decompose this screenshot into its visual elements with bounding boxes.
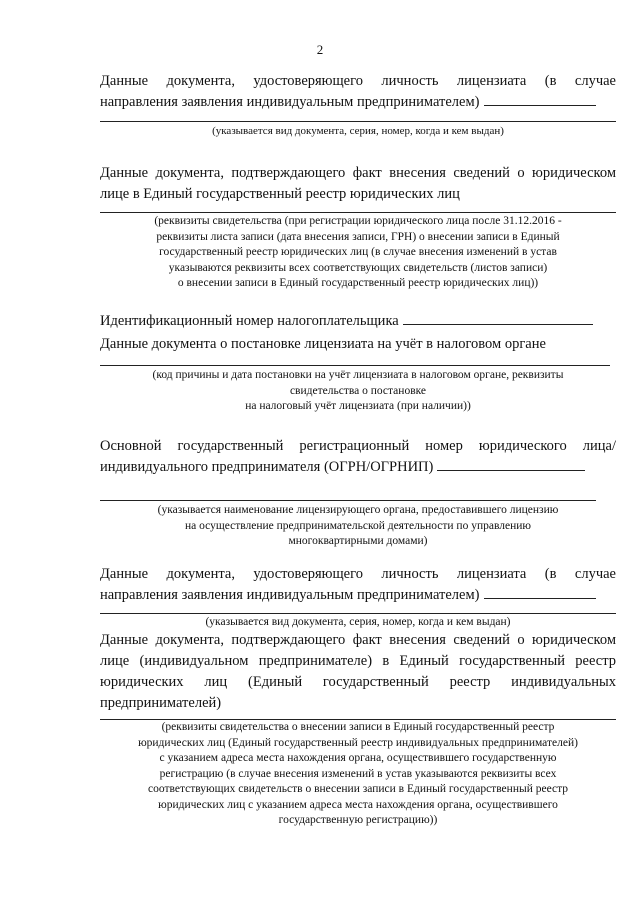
identity-doc2-text-line1: Данные документа, удостоверяющего личность лицензиата (в случае (100, 566, 616, 582)
egrul-caption-line3: государственный реестр юридических лиц (в случае внесения изменений в устав (159, 246, 557, 258)
identity-doc-underline[interactable] (100, 121, 616, 122)
egrip-text-line2: лице (индивидуальном предпринимателе) в Единый государственный реестр (100, 653, 616, 669)
egrip-caption-line7: государственную регистрацию)) (278, 814, 438, 826)
tax-caption-line1: (код причины и дата постановки на учёт лицензиата в налоговом органе, реквизиты (152, 369, 564, 381)
egrip-caption-line3: с указанием адреса места нахождения органа, осуществившего государственную (159, 752, 557, 764)
egrip-text-line1: Данные документа, подтверждающего факт внесения сведений о юридическом (100, 632, 616, 648)
tax-registration-text: Данные документа о постановке лицензиата на учёт в налоговом органе (100, 336, 546, 352)
ogrn-text-line2: индивидуального предпринимателя (ОГРН/ОГРНИП) (100, 457, 616, 478)
identity-doc-caption: (указывается вид документа, серия, номер, когда и кем выдан) (212, 125, 504, 137)
identity-doc2-underline[interactable] (100, 613, 616, 614)
licensing-caption-line3: многоквартирными домами) (288, 535, 428, 547)
licensing-caption-line1: (указывается наименование лицензирующего органа, предоставившего лицензию (157, 504, 559, 516)
egrul-caption-line5: о внесении записи в Единый государственный реестр юридических лиц)) (177, 277, 539, 289)
identity-doc-text-line2: направления заявления индивидуальным предпринимателем) (100, 92, 616, 113)
egrul-doc-text-line2: лице в Единый государственный реестр юридических лиц (100, 186, 460, 202)
egrul-caption-line2: реквизиты листа записи (дата внесения записи, ГРН) о внесении записи в Единый (156, 230, 560, 243)
inn-text: Идентификационный номер налогоплательщика (100, 311, 616, 332)
egrip-caption-line6: юридических лиц с указанием адреса места нахождения органа, осуществившего (158, 798, 558, 811)
tax-registration-underline[interactable] (100, 365, 610, 366)
page-number: 2 (316, 42, 324, 57)
inn-blank[interactable] (403, 323, 593, 325)
tax-caption-line3: на налоговый учёт лицензиата (при наличии)) (245, 400, 471, 412)
egrip-caption-line2: юридических лиц (Единый государственный реестр индивидуальных предпринимателей) (138, 736, 578, 749)
egrip-caption-line1: (реквизиты свидетельства о внесении записи в Единый государственный реестр (161, 721, 555, 733)
tax-caption-line2: свидетельства о постановке (289, 384, 427, 397)
identity-doc-blank[interactable] (484, 104, 596, 106)
egrul-doc-text-line1: Данные документа, подтверждающего факт внесения сведений о юридическом (100, 165, 616, 181)
egrip-caption-line4: регистрацию (в случае внесения изменений в устав указываются реквизиты всех (159, 767, 557, 780)
egrul-doc-underline[interactable] (100, 212, 616, 213)
identity-doc-text-line1: Данные документа, удостоверяющего личность лицензиата (в случае (100, 73, 616, 89)
identity-doc2-text-line2: направления заявления индивидуальным предпринимателем) (100, 585, 616, 606)
ogrn-text-line1: Основной государственный регистрационный номер юридического лица/ (100, 438, 616, 454)
licensing-caption-line2: на осуществление предпринимательской деятельности по управлению (184, 519, 531, 532)
egrul-caption-line4: указываются реквизиты всех соответствующих свидетельств (листов записи) (168, 261, 548, 274)
egrip-text-line3: юридических лиц (Единый государственный реестр индивидуальных (100, 674, 616, 690)
identity-doc2-caption: (указывается вид документа, серия, номер, когда и кем выдан) (205, 616, 511, 628)
ogrn-blank[interactable] (437, 469, 585, 471)
egrul-caption-line1: (реквизиты свидетельства (при регистрации юридического лица после 31.12.2016 - (154, 215, 562, 227)
egrip-caption-line5: соответствующих свидетельств о внесении записи в Единый государственный реестр (148, 783, 568, 795)
licensing-body-underline[interactable] (100, 500, 596, 501)
identity-doc2-blank[interactable] (484, 597, 596, 599)
egrip-text-line4: предпринимателей) (100, 695, 222, 711)
